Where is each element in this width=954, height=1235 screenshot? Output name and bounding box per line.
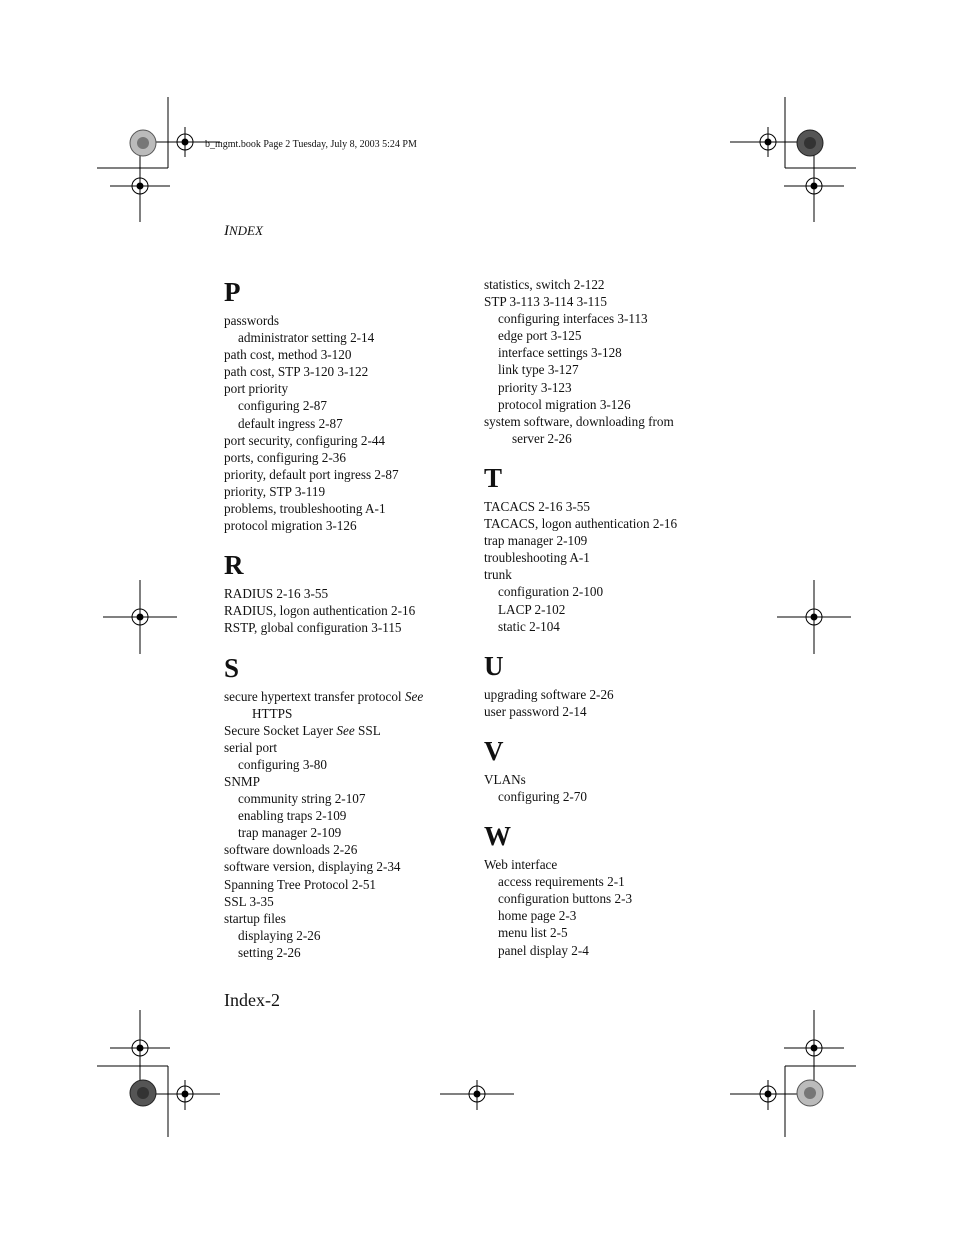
entry-text: displaying 2-26: [238, 927, 321, 943]
entry-text: port security, configuring 2-44: [224, 432, 386, 448]
index-section: [224, 278, 469, 534]
index-subentry: [484, 583, 729, 600]
entry-text: setting 2-26: [238, 944, 301, 960]
entry-text: Secure Socket Layer: [224, 722, 337, 738]
entry-text: Web interface: [484, 857, 558, 873]
running-head-initial: I: [224, 223, 229, 239]
entry-text: SSL 3-35: [224, 893, 274, 909]
index-subentry: [224, 790, 469, 807]
index-subentry: [484, 344, 729, 361]
index-subentry: [484, 942, 729, 959]
index-entry: [224, 517, 469, 534]
entry-text: priority, STP 3-119: [224, 483, 326, 499]
entry-text: passwords: [224, 313, 279, 328]
entry-text: HTTPS: [252, 705, 293, 721]
index-subentry: [224, 415, 469, 432]
page-number: Index-2: [224, 990, 280, 1010]
index-entry: [484, 703, 729, 720]
entry-text: RADIUS, logon authentication 2-16: [224, 603, 416, 619]
index-subentry: [484, 310, 729, 327]
entry-text: enabling traps 2-109: [238, 808, 347, 824]
entry-text: software downloads 2-26: [224, 842, 358, 858]
entry-text: default ingress 2-87: [238, 415, 343, 431]
index-entry: [224, 910, 469, 927]
section-letter: P: [224, 277, 241, 307]
print-stamp: b_mgmt.book Page 2 Tuesday, July 8, 2003 5:24 PM: [205, 139, 417, 150]
entry-text: upgrading software 2-26: [484, 686, 614, 702]
entry-text: protocol migration 3-126: [498, 396, 631, 412]
index-section: [484, 464, 729, 635]
index-entry: [484, 549, 729, 566]
entry-text: port priority: [224, 381, 289, 397]
entry-text: priority 3-123: [498, 379, 572, 395]
entry-text: VLANs: [484, 771, 526, 787]
entry-text: user password 2-14: [484, 703, 587, 719]
section-letter: W: [484, 821, 511, 852]
index-entry: [484, 293, 729, 310]
entry-text: configuration buttons 2-3: [498, 891, 633, 907]
index-subentry: [224, 756, 469, 773]
index-subentry: [224, 944, 469, 961]
entry-text: home page 2-3: [498, 908, 577, 924]
entry-text: TACACS 2-16 3-55: [484, 498, 590, 514]
entry-text: path cost, method 3-120: [224, 347, 352, 363]
index-entry: [484, 686, 729, 703]
see-reference: See: [336, 722, 355, 738]
index-section: [484, 737, 729, 805]
index-entry: [224, 773, 469, 790]
index-column-left: [224, 278, 469, 978]
entry-text: path cost, STP 3-120 3-122: [224, 364, 369, 380]
entry-text: interface settings 3-128: [498, 345, 622, 361]
entry-text: access requirements 2-1: [498, 874, 625, 890]
entry-text: trap manager 2-109: [238, 825, 342, 841]
entry-text: configuration 2-100: [498, 584, 604, 600]
entry-text: configuring interfaces 3-113: [498, 311, 648, 327]
running-head: [224, 223, 263, 240]
index-subentry: [224, 824, 469, 841]
entry-text: administrator setting 2-14: [238, 330, 375, 346]
index-entry: [224, 483, 469, 500]
index-entry: [484, 771, 729, 788]
entry-text: LACP 2-102: [498, 601, 566, 617]
index-entry: [224, 858, 469, 875]
section-letter: R: [224, 550, 244, 581]
entry-text: system software, downloading from: [484, 413, 674, 429]
entry-text: ports, configuring 2-36: [224, 449, 346, 465]
index-subentry: [484, 924, 729, 941]
index-subentry: [484, 890, 729, 907]
entry-text: protocol migration 3-126: [224, 518, 357, 534]
section-letter: S: [224, 652, 240, 683]
index-entry: [224, 688, 469, 705]
index-entry: [224, 449, 469, 466]
index-entry: [484, 515, 729, 532]
entry-text: software version, displaying 2-34: [224, 859, 401, 875]
entry-text: menu list 2-5: [498, 925, 568, 941]
entry-text: STP 3-113 3-114 3-115: [484, 294, 607, 310]
index-subentry: [224, 807, 469, 824]
index-section: [224, 654, 469, 962]
section-letter: T: [484, 462, 503, 493]
index-entry: [224, 346, 469, 363]
see-reference: See: [404, 688, 424, 704]
index-section: [484, 652, 729, 720]
index-subentry: [484, 601, 729, 618]
index-subentry: [484, 430, 729, 447]
index-entry: [484, 413, 729, 430]
index-section: [484, 276, 729, 447]
entry-text: static 2-104: [498, 618, 560, 634]
index-subentry: [484, 379, 729, 396]
index-entry: [484, 856, 729, 873]
index-subentry: [484, 788, 729, 805]
section-letter: U: [484, 650, 504, 681]
index-subentry: [224, 927, 469, 944]
index-entry: [224, 876, 469, 893]
index-entry: [224, 466, 469, 483]
entry-text: TACACS, logon authentication 2-16: [484, 516, 678, 532]
index-entry: [224, 602, 469, 619]
index-entry: [224, 739, 469, 756]
entry-text: server 2-26: [512, 430, 572, 446]
entry-text: configuring 3-80: [238, 756, 327, 772]
entry-text: SNMP: [224, 773, 260, 789]
index-entry: [484, 532, 729, 549]
entry-text: RADIUS 2-16 3-55: [224, 586, 329, 602]
index-entry: [224, 893, 469, 910]
index-entry: [224, 432, 469, 449]
index-subentry: [224, 397, 469, 414]
running-head-rest: NDEX: [229, 223, 263, 238]
index-entry: [224, 363, 469, 380]
index-entry: [224, 619, 469, 636]
index-subentry: [484, 907, 729, 924]
index-subentry: [484, 361, 729, 378]
entry-text: configuring 2-87: [238, 398, 327, 414]
index-entry: [224, 380, 469, 397]
entry-text: configuring 2-70: [498, 788, 587, 804]
index-subentry: [484, 327, 729, 344]
index-entry: [224, 312, 469, 329]
see-target: SSL: [354, 722, 381, 738]
index-subentry: [484, 618, 729, 635]
index-entry: [484, 276, 729, 293]
index-entry: [224, 500, 469, 517]
index-entry: [484, 498, 729, 515]
index-subentry: [224, 329, 469, 346]
index-column-right: [484, 276, 729, 976]
index-entry: [224, 585, 469, 602]
entry-text: Spanning Tree Protocol 2-51: [224, 876, 377, 892]
index-section: [484, 822, 729, 959]
entry-text: statistics, switch 2-122: [484, 277, 605, 292]
entry-text: RSTP, global configuration 3-115: [224, 620, 402, 636]
entry-text: link type 3-127: [498, 362, 579, 378]
entry-text: secure hypertext transfer protocol: [224, 688, 405, 704]
entry-text: startup files: [224, 910, 286, 926]
index-entry: [484, 566, 729, 583]
index-entry: [224, 722, 469, 739]
index-subentry: [224, 705, 469, 722]
entry-text: edge port 3-125: [498, 328, 582, 344]
index-subentry: [484, 873, 729, 890]
index-subentry: [484, 396, 729, 413]
section-letter: V: [484, 735, 504, 766]
index-entry: [224, 841, 469, 858]
entry-text: troubleshooting A-1: [484, 550, 590, 566]
entry-text: problems, troubleshooting A-1: [224, 501, 386, 517]
entry-text: trap manager 2-109: [484, 533, 588, 549]
entry-text: community string 2-107: [238, 791, 366, 807]
entry-text: serial port: [224, 739, 278, 755]
entry-text: panel display 2-4: [498, 942, 589, 958]
entry-text: trunk: [484, 567, 512, 583]
index-section: [224, 551, 469, 636]
entry-text: priority, default port ingress 2-87: [224, 466, 399, 482]
